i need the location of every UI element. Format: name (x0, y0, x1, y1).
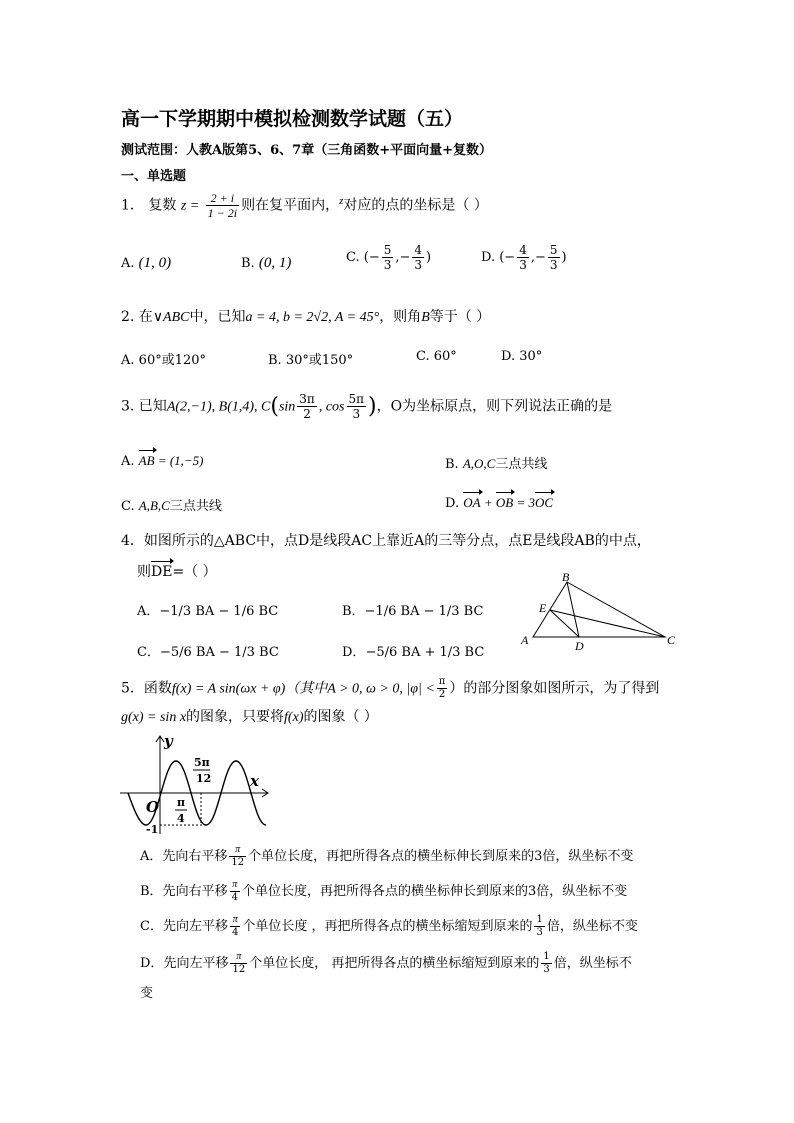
q1-opt-c-d1: 3 (383, 258, 392, 272)
q1-tail2: 对应的点的坐标是（ ） (343, 197, 488, 214)
q3-opt-d-vec-ob: OB (495, 495, 514, 510)
q3-option-a[interactable] (121, 453, 204, 469)
q5-opt-c-n: π (230, 915, 240, 927)
test-scope: 测试范围：人教A版第5、6、7章（三角函数+平面向量+复数） (121, 143, 493, 158)
q3-opt-c-label: C. (121, 499, 135, 514)
q5-opt-b-label: B． (140, 884, 163, 899)
q2-condition: a = 4, b = 2√2, A = 45° (245, 310, 380, 325)
q3-opt-d-vec-oa: OA (463, 495, 481, 510)
q3-sin-frac (297, 393, 317, 420)
q1-opt-a-label: A. (121, 256, 135, 271)
q1-opt-d-label: D. (481, 250, 496, 265)
q1-num: 2 + i (206, 192, 239, 206)
segment-ed (550, 610, 579, 637)
q5-opt-b-n: π (230, 880, 240, 892)
q2-opt-c-label: C. (416, 349, 430, 364)
q3-tail: ，O为坐标原点，则下列说法正确的是 (376, 398, 613, 415)
q3-opt-d-plus: + (480, 495, 496, 510)
q3-cos-d: 3 (352, 407, 361, 421)
q1-opt-c-frac1 (382, 244, 394, 271)
q3-cos-frac (347, 393, 367, 420)
question-1 (121, 192, 488, 219)
q1-lead: 1． 复数 (121, 197, 177, 214)
segment-bd (567, 582, 579, 637)
q1-option-d[interactable] (481, 244, 567, 271)
q2-mid: 中，已知 (189, 309, 246, 325)
q1-opt-c-n1: 5 (383, 243, 392, 257)
q3-opt-a-text: = (1,−5) (154, 453, 204, 468)
q1-opt-d-mid: ,− (530, 250, 546, 265)
q3-sin-n: 3π (299, 392, 315, 406)
label-c: C (667, 633, 676, 647)
q1-opt-d-close: ) (561, 250, 567, 265)
q5-opt-d-n: π (230, 952, 247, 964)
q1-opt-d-frac2 (548, 244, 560, 271)
q1-z: z (339, 194, 344, 207)
q5-opt-c-mid: 个单位长度 ，再把所得各点的横坐标缩短到原来的 (242, 919, 533, 934)
label-d: D (575, 639, 584, 652)
q2-option-b[interactable] (268, 349, 353, 368)
q1-opt-c-frac2 (412, 244, 424, 271)
q4-opt-d-label: D． (342, 645, 366, 660)
q4-opt-d-text: −5/6 BA + 1/3 BC (365, 645, 485, 660)
q4-option-b[interactable] (342, 600, 483, 619)
q5-opt-a-d: 12 (231, 857, 245, 868)
q5-option-a[interactable] (140, 845, 633, 868)
q3-opt-b-points: A,O,C (462, 456, 496, 471)
q1-opt-c-label: C. (346, 250, 360, 265)
q5-opt-d-d: 12 (232, 964, 246, 975)
q4-opt-a-label: A． (137, 604, 160, 619)
q5-cond-d: 2 (438, 689, 446, 700)
question-3: 3. 已知A(2,−1), B(1,4), C(sin $\frac{3\pi}{2}$ , cos $\frac{5\pi}{3}$ )，O为坐标原点，则下列说法正确的是 (121, 392, 613, 421)
q2-opt-a-label: A. (121, 353, 135, 368)
q4-post: =（ ） (172, 564, 217, 580)
q2-option-d[interactable] (501, 349, 542, 364)
q2-triangle: ∨ABC (152, 310, 190, 325)
q4-option-c[interactable] (137, 641, 279, 660)
q1-opt-c-n2: 4 (414, 243, 423, 257)
q4-vector-de: DE (151, 564, 173, 580)
label-e: E (539, 601, 547, 615)
q5-opt-c-fd: 3 (536, 927, 543, 938)
q4-opt-b-label: B． (342, 604, 365, 619)
q4-opt-b-text: −1/6 BA − 1/3 BC (364, 604, 484, 619)
q3-opt-a-vector: AB (138, 453, 155, 468)
q3-opt-b-label: B. (445, 457, 459, 472)
q5-g: g(x) = sin x (121, 710, 187, 725)
q3-opt-c-points: A,B,C (138, 498, 170, 513)
q3-opt-a-label: A. (121, 454, 135, 469)
pi-label: π (177, 796, 186, 809)
q1-opt-c-d2: 3 (414, 258, 423, 272)
q1-option-a[interactable] (121, 255, 171, 272)
q3-option-d[interactable] (445, 495, 553, 511)
origin-label: O (146, 798, 160, 816)
q5-opt-b-frac (230, 880, 240, 903)
q5-opt-b-post: 个单位长度，再把所得各点的横坐标伸长到原来的3倍，纵坐标不变 (241, 884, 628, 899)
q2-opt-c-text: 60° (433, 349, 457, 364)
q2-tail2: 等于（ ） (429, 309, 491, 325)
q5-opt-a-pre: 先向右平移 (162, 849, 228, 864)
q3-cos-n: 5π (348, 392, 365, 406)
q5-opt-a-frac (229, 845, 246, 868)
q4-option-a[interactable] (137, 600, 278, 619)
q1-opt-b-label: B. (241, 256, 255, 271)
q5-opt-a-n: π (229, 845, 246, 857)
q1-opt-b-text: (0, 1) (258, 255, 292, 271)
q1-opt-d-d1: 3 (519, 258, 527, 272)
question-5-line2 (121, 706, 378, 726)
q5-opt-d-label: D． (140, 956, 164, 971)
q1-opt-d-d2: 3 (549, 258, 558, 272)
question-4-line1: 4．如图所示的△ABC中，点D是线段AC上靠近A的三等分点，点E是线段AB的中点， (121, 533, 651, 549)
q5-opt-c-pre: 先向左平移 (162, 919, 228, 934)
q3-option-c[interactable] (121, 495, 222, 514)
q1-opt-c-mid: ,− (395, 250, 411, 265)
q5-condition: （其中A > 0, ω > 0, |φ| < (285, 681, 435, 697)
q2-angle-b: B (421, 310, 430, 325)
q3-opt-d-eq: = 3 (513, 495, 535, 510)
q5-f: f(x) (284, 710, 304, 725)
q3-opt-b-text: 三点共线 (495, 457, 548, 472)
q5-opt-d-mid: 个单位长度， 再把所得各点的横坐标缩短到原来的 (249, 956, 540, 971)
q5-opt-b-pre: 先向右平移 (162, 884, 228, 899)
q5-option-b[interactable] (140, 880, 627, 903)
q5-mid: 的图象，只要将 (186, 709, 285, 725)
q2-opt-d-label: D. (501, 349, 516, 364)
q5-post2: 的图象（ ） (303, 709, 378, 725)
q5-opt-d-fd: 3 (543, 964, 550, 975)
q3-lead: 3. 已知 (121, 398, 167, 415)
q3-opt-d-label: D. (445, 496, 460, 511)
q4-opt-c-label: C． (137, 645, 160, 660)
q1-option-b[interactable] (241, 255, 291, 272)
question-2 (121, 306, 490, 326)
q5-opt-c-fn: 1 (536, 914, 543, 925)
label-b: B (562, 572, 570, 584)
q5-opt-a-post: 个单位长度，再把所得各点的横坐标伸长到原来的3倍，纵坐标不变 (248, 849, 634, 864)
q1-opt-c-open: (− (363, 250, 380, 265)
q5-opt-a-label: A． (140, 849, 163, 864)
q5-opt-c-frac2 (534, 915, 544, 938)
q1-opt-a-text: (1, 0) (138, 255, 172, 271)
q5-function: f(x) = A sin(ωx + φ) (171, 681, 286, 697)
q5-post: ）的部分图象如图所示，为了得到 (449, 680, 660, 697)
q1-opt-c-close: ) (426, 250, 432, 265)
q1-opt-d-n2: 5 (549, 243, 558, 257)
twelve-label: 12 (196, 772, 212, 785)
q1-fraction (206, 192, 239, 219)
q5-opt-d-frac2 (541, 952, 551, 975)
q1-tail1: 则在复平面内， (241, 197, 340, 214)
section-heading: 一、单选题 (121, 169, 187, 184)
q3-opt-c-text: 三点共线 (169, 499, 222, 514)
q2-opt-b-label: B. (268, 353, 282, 368)
q2-option-c[interactable] (416, 349, 457, 364)
q4-opt-a-text: −1/3 BA − 1/6 BC (159, 604, 279, 619)
q5-opt-c-d: 4 (231, 927, 239, 938)
q4-opt-c-text: −5/6 BA − 1/3 BC (159, 645, 279, 660)
q3-sin-d: 2 (303, 407, 311, 421)
q2-opt-b-text: 30°或150° (285, 353, 354, 368)
q1-opt-d-frac1 (517, 244, 529, 271)
q1-z-eq: z = (180, 198, 200, 214)
x-label: x (250, 772, 259, 790)
q5-option-c[interactable] (140, 915, 638, 938)
q5-option-d-wrap: 变 (140, 986, 154, 1001)
q5-opt-b-d: 4 (231, 892, 238, 903)
q5-opt-c-frac (230, 915, 240, 938)
segment-ec (550, 610, 665, 637)
q5-opt-c-label: C． (140, 919, 163, 934)
q1-opt-d-open: (− (499, 250, 516, 265)
label-a: A (521, 633, 529, 647)
q2-lead: 2. 在 (121, 309, 153, 325)
q1-option-c[interactable] (346, 244, 431, 271)
triangle-abc (533, 582, 665, 637)
question-4-line2 (137, 561, 217, 581)
q2-opt-d-text: 30° (519, 349, 543, 364)
q5-opt-d-frac (230, 952, 247, 975)
q3-cos: , cos (318, 399, 345, 415)
q4-option-d[interactable] (342, 641, 484, 660)
question-5-line1 (121, 677, 659, 700)
q5-cond-n: π (438, 676, 446, 687)
four-label: 4 (177, 812, 185, 825)
q3-points: A(2,−1), B(1,4), C (166, 399, 271, 415)
q5-sine-graph (118, 730, 278, 838)
y-label: y (164, 732, 173, 750)
q4-pre: 则 (137, 564, 151, 580)
q3-option-b[interactable] (445, 453, 547, 472)
q5-opt-d-fn: 1 (543, 951, 550, 962)
q5-opt-d-post: 倍，纵坐标不 (553, 956, 632, 971)
q1-den: 1 − 2i (207, 206, 238, 220)
q3-sin: sin (278, 399, 296, 415)
q4-triangle-figure (515, 572, 680, 652)
q3-opt-d-vec-oc: OC (534, 495, 554, 510)
q5-option-d[interactable] (140, 952, 632, 975)
q2-option-a[interactable] (121, 349, 206, 368)
five-pi-label: 5π (194, 756, 210, 769)
page-title: 高一下学期期中模拟检测数学试题（五） (121, 108, 464, 130)
q2-opt-a-text: 60°或120° (138, 353, 207, 368)
q1-opt-d-n1: 4 (519, 243, 527, 257)
minus-one-label: -1 (146, 823, 159, 836)
q5-cond-frac (437, 677, 448, 700)
q5-pre: 5．函数 (121, 680, 172, 697)
q2-tail: ，则角 (379, 309, 422, 325)
q5-opt-d-pre: 先向左平移 (163, 956, 229, 971)
q5-opt-c-post: 倍，纵坐标不变 (546, 919, 638, 934)
